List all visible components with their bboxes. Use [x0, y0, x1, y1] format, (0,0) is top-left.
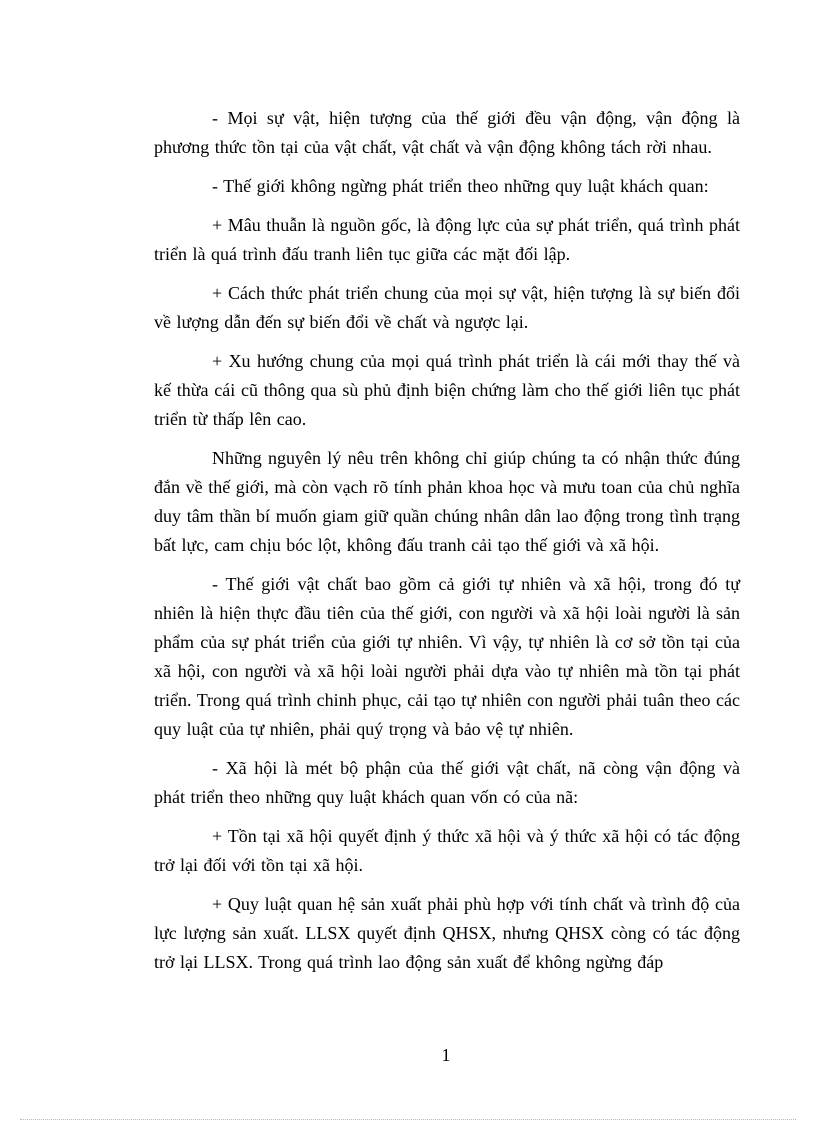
paragraph-motion: - Mọi sự vật, hiện tượng của thế giới đều vận động, vận động là phương thức tồn tại của vật chất, vật chất và vận động không tách rời nhau. — [154, 108, 740, 157]
paragraph-production-relations: + Quy luật quan hệ sản xuất phải phù hợp với tính chất và trình độ của lực lượng sản xuất. LLSX quyết định QHSX, nhưng QHSX còng có tác động trở lại LLSX. Trong quá trình lao động sản xuất để không ngừng đáp — [154, 894, 740, 972]
paragraph-society-part: - Xã hội là mét bộ phận của thế giới vật chất, nã còng vận động và phát triển theo những quy luật khách quan vốn có của nã: — [154, 758, 740, 807]
paragraph-nature-society: - Thế giới vật chất bao gồm cả giới tự nhiên và xã hội, trong đó tự nhiên là hiện thực đầu tiên của thế giới, con người và xã hội loài người là sản phẩm của sự phát triển của giới tự nhiên. Vì vậy, tự nhiên là cơ sở tồn tại của xã hội, con người và xã hội loài người phải dựa vào tự nhiên mà tồn tại phát triển. Trong quá trình chinh phục, cải tạo tự nhiên con người phải tuân theo các quy luật của tự nhiên, phải quý trọng và bảo vệ tự nhiên. — [154, 574, 740, 739]
document-body — [154, 104, 740, 987]
paragraph-development-laws: - Thế giới không ngừng phát triển theo những quy luật khách quan: — [212, 176, 709, 196]
paragraph-principles: Những nguyên lý nêu trên không chỉ giúp chúng ta có nhận thức đúng đắn về thế giới, mà còn vạch rõ tính phản khoa học và mưu toan của chủ nghĩa duy tâm thần bí muốn giam giữ quần chúng nhân dân lao động trong tình trạng bất lực, cam chịu bóc lột, không đấu tranh cải tạo thế giới và xã hội. — [154, 448, 740, 555]
paragraph-quantity-quality: + Cách thức phát triển chung của mọi sự vật, hiện tượng là sự biến đổi về lượng dẫn đến sự biến đổi về chất và ngược lại. — [154, 283, 740, 332]
paragraph-contradiction: + Mâu thuẫn là nguồn gốc, là động lực của sự phát triển, quá trình phát triển là quá trình đấu tranh liên tục giữa các mặt đối lập. — [154, 215, 740, 264]
page-number: 1 — [441, 1045, 451, 1065]
paragraph-negation: + Xu hướng chung của mọi quá trình phát triển là cái mới thay thế và kế thừa cái cũ thông qua sù phủ định biện chứng làm cho thế giới liên tục phát triển từ thấp lên cao. — [154, 351, 740, 429]
paragraph-social-existence: + Tồn tại xã hội quyết định ý thức xã hội và ý thức xã hội có tác động trở lại đối với tồn tại xã hội. — [154, 826, 740, 875]
page-bottom-divider — [20, 1119, 796, 1120]
